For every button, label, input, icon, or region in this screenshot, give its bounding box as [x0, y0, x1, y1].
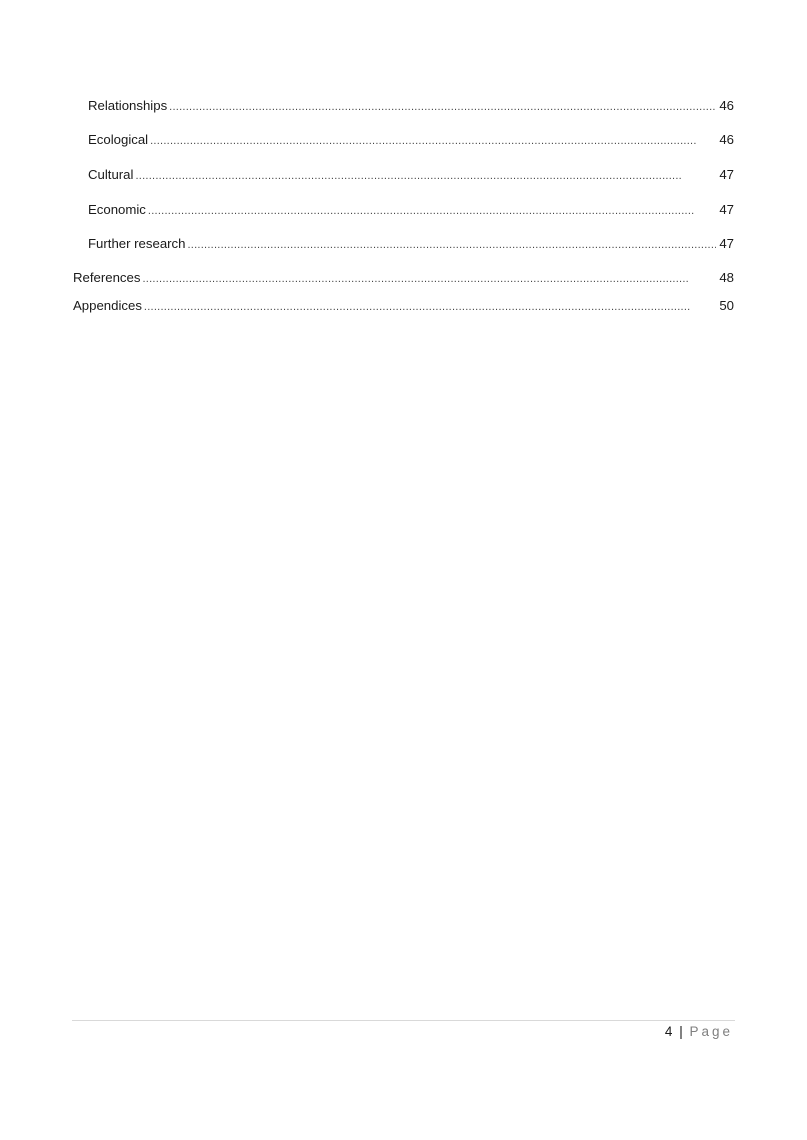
toc-dot-leader: [169, 99, 716, 115]
toc-dot-leader: [150, 133, 716, 149]
toc-entry-page: 46: [719, 132, 734, 147]
page-footer: [665, 1024, 733, 1040]
toc-dot-leader: [142, 271, 716, 287]
toc-dot-leader: [187, 237, 716, 253]
toc-entry-label: Ecological: [88, 132, 149, 147]
toc-entry-page: 48: [719, 270, 734, 285]
toc-entry-page: 47: [719, 167, 734, 182]
toc-entry-page: 47: [719, 236, 734, 251]
toc-dot-leader: [144, 299, 716, 315]
toc-entry-appendices[interactable]: [73, 298, 734, 315]
toc-entry-further-research[interactable]: [88, 236, 734, 253]
toc-entry-page: 47: [719, 202, 734, 217]
toc-entry-label: References: [73, 270, 141, 285]
page-number: 4: [664, 1024, 673, 1039]
toc-entry-relationships[interactable]: [88, 98, 734, 115]
toc-entry-page: 50: [719, 298, 734, 313]
footer-divider: [72, 1020, 735, 1021]
toc-entry-cultural[interactable]: [88, 167, 734, 184]
toc-dot-leader: [148, 203, 716, 219]
toc-entry-label: Economic: [88, 202, 146, 217]
toc-entry-references[interactable]: [73, 270, 734, 287]
toc-entry-label: Relationships: [88, 98, 168, 113]
toc-entry-label: Further research: [88, 236, 186, 251]
toc-dot-leader: [135, 168, 716, 184]
toc-entry-label: Cultural: [88, 167, 134, 182]
toc-entry-page: 46: [719, 98, 734, 113]
page-word: Page: [689, 1024, 733, 1039]
page-separator: |: [679, 1024, 683, 1039]
toc-entry-economic[interactable]: [88, 202, 734, 219]
toc-entry-label: Appendices: [73, 298, 142, 313]
toc-entry-ecological[interactable]: [88, 132, 734, 149]
